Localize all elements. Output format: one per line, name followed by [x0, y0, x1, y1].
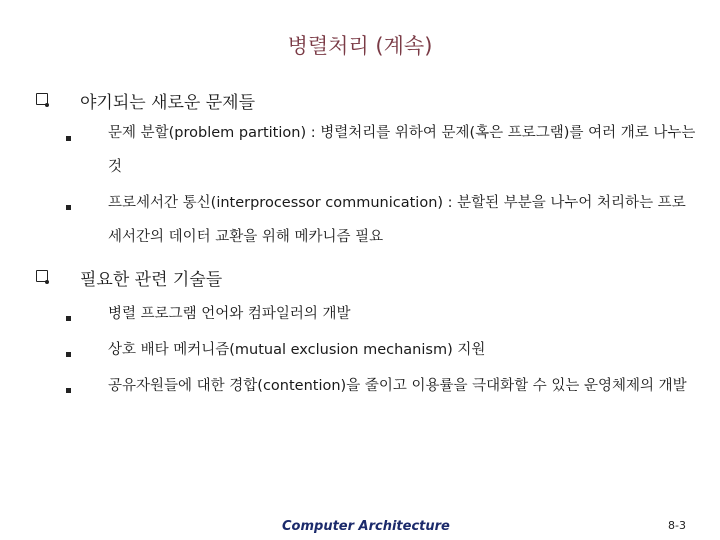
list-item: 상호 배타 메커니즘(mutual exclusion mechanism) 지원 [108, 342, 486, 358]
checkbox-bullet-icon [36, 93, 48, 105]
square-bullet-icon [66, 136, 71, 141]
list-item: 문제 분할(problem partition) : 병렬처리를 위하여 문제(혹은 프로그램)를 여러 개로 나누는 것 [108, 125, 696, 175]
list-item: 병렬 프로그램 언어와 컴파일러의 개발 [108, 306, 351, 322]
square-bullet-icon [66, 388, 71, 393]
footer-course: Computer Architecture [282, 519, 450, 534]
square-bullet-icon [66, 205, 71, 210]
square-bullet-icon [66, 316, 71, 321]
section-heading-problems: 야기되는 새로운 문제들 [80, 93, 256, 113]
list-item: 프로세서간 통신(interprocessor communication) : 분할된 부분을 나누어 처리하는 프로세서간의 데이터 교환을 위해 메카니즘 필요 [108, 195, 686, 245]
square-bullet-icon [66, 352, 71, 357]
section-heading-technologies: 필요한 관련 기술들 [80, 270, 223, 290]
list-item: 공유자원들에 대한 경합(contention)을 줄이고 이용률을 극대화할 수 있는 운영체제의 개발 [108, 378, 687, 394]
checkbox-bullet-icon [36, 270, 48, 282]
page-number: 8-3 [668, 519, 686, 532]
slide-title: 병렬처리 (계속) [287, 34, 433, 58]
